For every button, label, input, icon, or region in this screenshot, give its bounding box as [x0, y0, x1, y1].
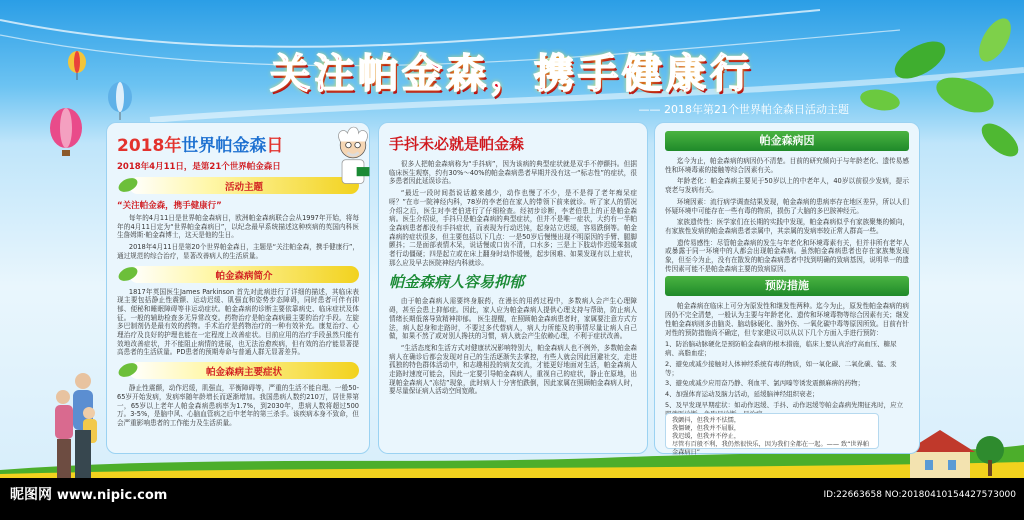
paragraph: 帕金森病在临床上可分为原发性和继发性两种。迄今为止，原发性帕金森病的病因仍不完全清楚，一般认为主要与年龄老化、遗传和环境毒物等综合因素有关；继发性帕金森病则多由脑炎、脑动脉硬化、脑外伤、一氧化碳中毒等原因所致。目前有针对性的预防措施尚不确定，但专家建议可以从以下几个方面入手进行预防： [665, 302, 909, 337]
ribbon-label: 帕金森病简介 [215, 270, 273, 282]
list-item: 4、加强体育运动及脑力活动，延缓脑神经组织衰老； [665, 390, 819, 399]
section-bar-prevention: 预防措施 [665, 276, 909, 296]
paragraph: 迄今为止，帕金森病的病因仍不清楚。目前的研究倾向于与年龄老化、遗传易感性和环境毒素的接触等综合因素有关。 [665, 157, 909, 174]
main-title: 关注帕金森，携手健康行 [270, 51, 754, 97]
right-panel [654, 122, 920, 457]
paragraph: “最近一段时间指说话越来越少，动作也慢了不少，是不是得了老年痴呆症呀？”在市一院神经内科，78岁的李老伯在家人的带领下前来就诊。听了家人的情况介绍之后，医生对李老伯进行了仔细检查。经初步诊断，李老伯患上的正是帕金森病。医生介绍说，手抖只是帕金森病的典型症状，但并不是唯一症状，大约有一半帕金森病患者都没有手抖症状，而表现为行动迟钝，起身站立迟缓，容易跌倒等。帕金森病的症状很多，但主要包括以下几点：一是50岁后慢慢出现不明原因的手臂、腿脚颤抖；二是面部表情木呆，说话慢或口齿不清，口水多；三是上下肢动作迟缓笨拙或者行动僵硬；四是起立或在床上翻身时动作缓慢，起步困难、如果发现有以上症状，那么应及早去医院神经内科就诊。 [389, 189, 637, 267]
headline: 手抖未必就是帕金森 [389, 135, 525, 153]
paragraph: 很多人把帕金森病称为“手抖病”，因为该病的典型症状就是双手不停颤抖。但据临床医生观察，约有30%～40%的帕金森病患者早期并没有这一“标志性”的症状，很多患者因此延误诊治。 [389, 160, 637, 186]
panel-heading [117, 131, 359, 156]
subheadline: 帕金森病人容易抑郁 [389, 273, 525, 292]
sub-title: —— 2018年第21个世界帕金森日活动主题 [638, 103, 849, 116]
section-bar-cause: 帕金森病因 [665, 131, 909, 151]
balloon-icon [50, 108, 82, 156]
paragraph: 由于帕金森病人需要终身服药，在漫长的用药过程中，多数病人会产生心理障碍，甚至会患上抑郁症。因此，家人应为帕金森病人提供心理支持与帮助，防止病人情绪长期低落导致精神抑郁。 医生提醒，在照顾帕金森病患者时，家属要注意方式方法，病人起身和走路时，不要过多代替病人，病人力所能及的事情尽量让病人自己做，如果不然了或对别人搀扶的习惯，病人就会产生依赖心理，不利于症状改善。 [389, 297, 637, 341]
watermark-logo [10, 484, 167, 504]
heading-part: 世界帕金森 [181, 136, 267, 156]
doctor-illustration [325, 125, 381, 189]
date-line: 2018年4月11日，是第21个世界帕金森日 [117, 162, 281, 172]
paragraph: 每年的4月11日是世界帕金森病日，欧洲帕金森病联合会从1997年开始，将每年的4月11日定为“世界帕金森病日”，以纪念最早系统描述这种疾病的英国内科医生詹姆斯·帕金森博士，这天是他的生日。 [117, 214, 359, 240]
list-item: 2、避免或减少接触对人体神经系统有毒的物质，如一氧化碳、二氧化碳、锰、汞等； [665, 359, 897, 377]
ribbon-symptoms [129, 362, 359, 379]
poem-line: 尽管有百般不利，我仍然很快乐，因为我们全都在一起。—— 致“世界帕金森病日” [672, 441, 869, 457]
paragraph: “生活态度和生活方式对健康状况影响特别大，帕金森病人也不例外，多数帕金森病人在确诊后都会发现对自己的生活逐渐失去掌控，有些人就会因此回避社交，走进孤独的特色群体活动中，和志趣相投的病友交流，才能更好地面对生活，帕金森病人走路时速度可能会，因此一定要引导帕金森病人，重视自己的症状，静止在原地，出现帕金森病人“冻结”现象，此时病人十分害怕跌倒，因此家属在照顾帕金森病人时，要尽量保证病人活动空间宽敞。 [389, 343, 637, 396]
left-panel [106, 122, 370, 454]
list-item: 5、及早发现早期症状：如动作迟缓、手抖、动作迟缓等帕金森病先期征兆时，应立 [665, 400, 904, 409]
paragraph: 年龄老化：帕金森病主要见于50岁以上的中老年人，40岁以前很少发病，提示衰老与发病有关。 [665, 177, 909, 195]
poem-line: 我僵硬，但我并不屈服， [672, 425, 741, 433]
ribbon-label: 活动主题 [224, 182, 263, 193]
poem-line: 我颤抖，但我并不怯懦， [672, 417, 741, 424]
family-photo [45, 363, 115, 478]
heading-part: 日 [266, 136, 284, 156]
heading-part: 2018年 [117, 136, 182, 156]
paragraph: 遗传易感性：尽管帕金森病的发生与年老化和环境毒素有关，但并非所有老年人或暴露于同一环境中的人都会出现帕金森病。虽然帕金森病患者也存在家族集发现象，但至今为止，没有在散发的帕金森病患者中找到明确的致病基因，说明单一的遗传因素可能不是帕金森病主要的致病原因。 [665, 238, 909, 273]
paragraph: 静止性震颤，动作迟缓，肌强直，平衡障碍等，严重的生活不能自理。一般50-65岁开始发病，发病率随年龄增长而逐渐增加。我国患病人数约210万，居世界第一，65岁以上老年人帕金森病患病率为1.7%，到2030年，患病人数将超过500万。3-5%，是脑中风、心脑血管病之后中老年的第三杀手。该疾病本身不致命，但会严重影响患者的工作能力及生活质量。 [117, 384, 359, 427]
watermark-url: www.nipic.com [56, 488, 168, 503]
list-item: 1、防治脑动脉硬化是预防帕金森病的根本措施，临床上要认真治疗高血压、糖尿病、高脂血症； [665, 340, 897, 358]
watermark-id: ID:22663658 NO:20180410154427573000 [823, 490, 1016, 500]
ribbon-label: 帕金森病主要症状 [205, 367, 282, 379]
middle-panel [378, 122, 648, 454]
slogan: “关注帕金森，携手健康行” [117, 201, 222, 211]
paragraph: 1817年英国医生James Parkinson 首先对此病进行了详细的描述，其临床表现主要包括静止性震颤、运动迟缓、肌强直和姿势步态障碍，同时患者可伴有抑郁、便秘和睡眠障碍等非运动症状。帕金森病的诊断主要依靠病史、临床症状及体征。一般的辅助检查多无异常改变。药物治疗是帕金森病最主要的治疗手段。左旋多巴制剂仍是最有效的药物。手术治疗是药物治疗的一种有效补充。康复治疗、心理治疗及良好的护理也能在一定程度上改善症状。目前应用的治疗手段虽然只能有效地改善症状，并不能阻止病情的进展，也无法治愈疾病，但有效的治疗能显著提高患者的生活质量。PD患者的预期寿命与普通人群无显著差异。 [117, 287, 359, 357]
paragraph: 环境因素：流行病学调查结果发现，帕金森病的患病率存在地区差异，所以人们怀疑环境中可能存在一些有毒的物质，损伤了大脑的多巴胺神经元。 [665, 197, 909, 215]
paragraph: 家族遗传性：医学家们在长期的实践中发现，帕金森病似乎有家族聚集的倾向，有家族性发病的帕金森病患者亲属中，其亲属的发病率较正常人群高一些。 [665, 218, 909, 235]
list-item: 3、避免或减少应用奋乃静、利血平、氯丙嗪等诱发震颤麻痹的药物； [665, 379, 865, 388]
poem-line: 我迟缓，但我并不停止， [672, 433, 741, 441]
ribbon-intro [129, 266, 359, 283]
paragraph: 2018年4月11日是第20个世界帕金森日，主题是“关注帕金森，携手健康行”，通过规范的综合治疗，显著改善病人的生活质量。 [117, 243, 359, 260]
watermark-site-name: 昵图网 [10, 487, 52, 503]
poem-box [665, 413, 879, 457]
